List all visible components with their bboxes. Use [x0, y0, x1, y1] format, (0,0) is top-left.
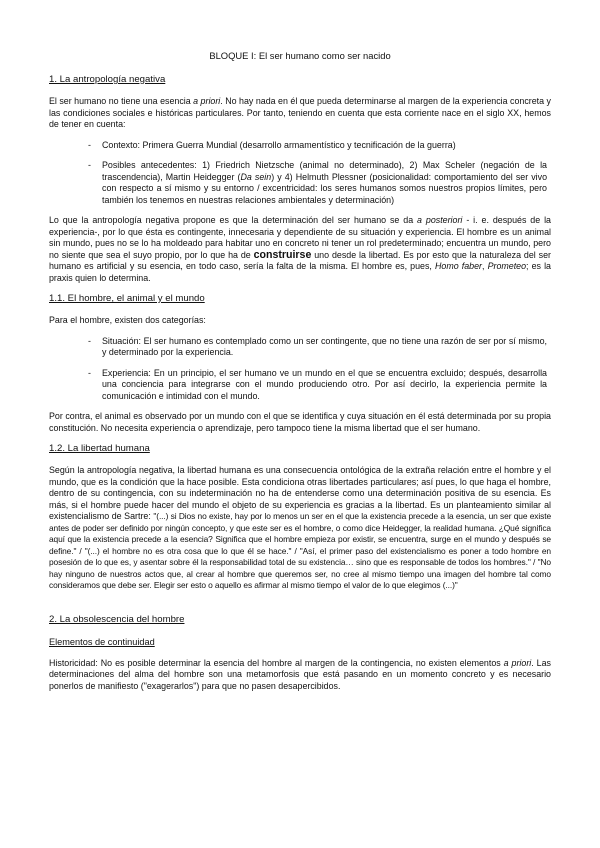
paragraph-categorias-intro: Para el hombre, existen dos categorías: — [49, 315, 206, 325]
bullet-antecedentes: - Posibles antecedentes: 1) Friedrich Nietzsche (animal no determinado), 2) Max Scheler (negación de la trascendencia), Martin Heidegger (Da sein) y 4) Helmuth Plessner (posicionalidad: comportamiento del ser vivo con respecto a sí mismo y su entorno / excentricidad: los seres humanos somos nuestros propios límites, pero también los tenemos en nuestras relaciones ambientales y determinación) — [88, 160, 548, 205]
emphasis-construirse: construirse — [253, 248, 312, 261]
paragraph-esencia: El ser humano no tiene una esencia a priori. No hay nada en él que pueda determinarse al margen de la experiencia concreta y las condiciones sociales e históricas particulares. Por tanto, teniendo en cuenta que esta corriente nace en el siglo XX, hemos de tener en cuenta: — [49, 96, 551, 129]
sartre-quote: "(...) si Dios no existe, hay por lo menos un ser en el que la existencia precede a la esencia, un ser que existe antes de poder ser definido por ningún concepto, y que este ser es el hombre, o como dice Heidegger, la realidad humana. ¿Qué significa aquí que la existencia precede a la esencia? Significa que el hombre empieza por existir, se encuentra, surge en el mundo y después se define." / "(...) el hombre no es otra cosa que lo que él se hace." / "Así, el primer paso del existencialismo es poner a todo hombre en posesión de lo que es, y asentar sobre él la responsabilidad total de su existencia… sino que es responsable de todos los hombres." / "No hay ninguno de nuestros actos que, al crear al hombre que queremos ser, no cree al mismo tiempo una imagen del hombre tal como consideramos que debe ser. Elegir ser esto o aquello es afirmar al mismo tiempo el valor de lo que elegimos (...)" — [49, 511, 552, 590]
document-page — [49, 50, 551, 701]
section-heading-libertad-humana: 1.2. La libertad humana — [49, 443, 150, 454]
paragraph-a-posteriori: Lo que la antropología negativa propone es que la determinación del ser humano se da a posteriori - i. e. después de la experiencia-, por lo que ésta es contingente, innecesaria y dependiente de su situación y experiencia. El hombre es un animal sin mundo, pues no se lo ha moldeado para habitar uno en concreto ni tener un rol predeterminado; encuentra un mundo, pero no siente que sea el suyo propio, por lo que ha de construirse uno desde la libertad. Es por esto que la naturaleza del ser humano es artificial y su esencia, en todo caso, sería la falta de la misma. El hombre es, pues, Homo faber, Prometeo; es la praxis quien lo determina. — [49, 215, 551, 283]
bullet-contexto: - Contexto: Primera Guerra Mundial (desarrollo armamentístico y tecnificación de la guerra) — [88, 139, 456, 150]
paragraph-libertad: Según la antropología negativa, la libertad humana es una consecuencia ontológica de la extraña relación entre el hombre y el mundo, que es la condición que la hace posible. Esta condiciona otras libertades particulares; así pues, lo que haga el hombre, dentro de su contingencia, con su indeterminación no ha de entenderse como una determinación positiva de su esencia. Es más, si el hombre puede hacer del mundo el objeto de su experiencia es gracias a la libertad. Es un planteamiento similar al existencialismo de Sartre: "(...) si Dios no existe, hay por lo menos un ser en el que la existencia precede a la esencia, un ser que existe antes de poder ser definido por ningún concepto, y que este ser es el hombre, o como dice Heidegger, la realidad humana. ¿Qué significa aquí que la existencia precede a la esencia? Significa que el hombre empieza por existir, se encuentra, surge en el mundo y después se define." / "(...) el hombre no es otra cosa que lo que él se hace." / "Así, el primer paso del existencialismo es poner a todo hombre en posesión de lo que es, y asentar sobre él la responsabilidad total de su existencia… sino que es responsable de todos los hombres." / "No hay ninguno de nuestros actos que, al crear al hombre que queremos ser, no cree al mismo tiempo una imagen del hombre tal como consideramos que debe ser. Elegir ser esto o aquello es afirmar al mismo tiempo el valor de lo que elegimos (...)" — [49, 465, 552, 590]
paragraph-historicidad: Historicidad: No es posible determinar la esencia del hombre al margen de la contingencia, no existen elementos a priori. Las determinaciones del alma del hombre son una metamorfosis que está pasando en un momento concreto y es necesario ponerlos de manifiesto ("exagerarlos") para que no pasen desapercibidos. — [49, 657, 551, 691]
bullet-experiencia: - Experiencia: En un principio, el ser humano ve un mundo en el que se encuentra excluido; después, desarrolla una conciencia para integrarse con el mundo produciendo otro. Por así decirlo, la experiencia permite la comunicación e intimidad con el mundo. — [88, 367, 547, 401]
section-heading-obsolescencia: 2. La obsolescencia del hombre — [49, 613, 185, 625]
bullet-list-contexto — [49, 140, 551, 207]
subheading-elementos-continuidad: Elementos de continuidad — [49, 636, 155, 647]
section-heading-antropologia-negativa: 1. La antropología negativa — [49, 74, 166, 85]
document-title: BLOQUE I: El ser humano como ser nacido — [209, 50, 391, 61]
bullet-list-categorias — [49, 336, 551, 403]
bullet-situacion: - Situación: El ser humano es contemplado como un ser contingente, que no tiene una razón de ser por sí mismo, y determinado por la experiencia. — [88, 335, 547, 357]
paragraph-animal: Por contra, el animal es observado por un mundo con el que se identifica y cuya situación en él está determinada por su propia constitución. No necesita experiencia o aprendizaje, pero tampoco tiene la misma libertad que el ser humano. — [49, 411, 551, 433]
section-heading-hombre-animal-mundo: 1.1. El hombre, el animal y el mundo — [49, 293, 205, 304]
